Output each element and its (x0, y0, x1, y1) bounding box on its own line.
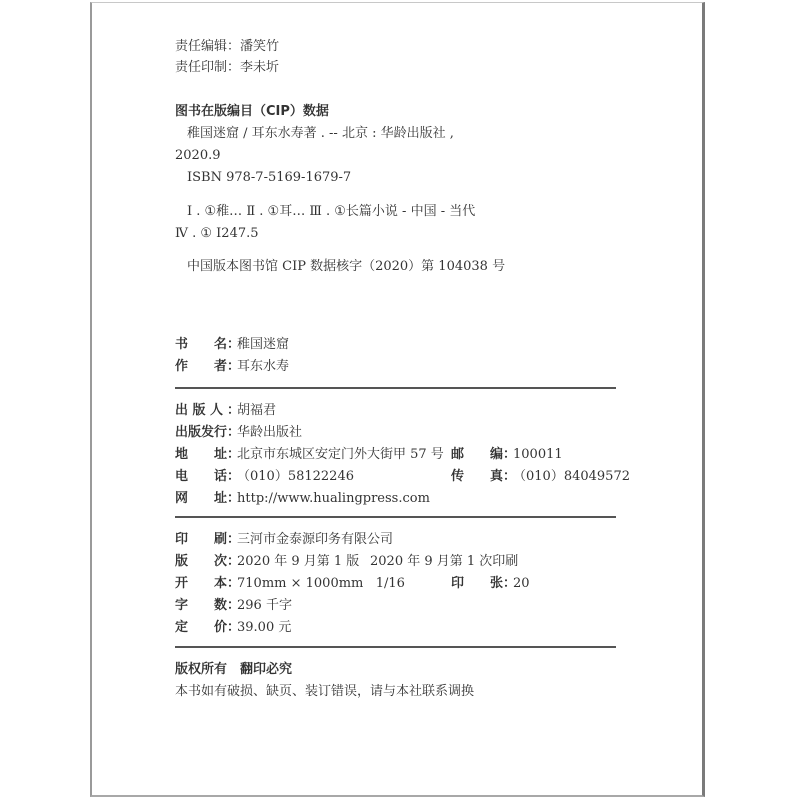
responsible-editor-label: 责任编辑： (175, 39, 241, 54)
phone-row: 电 话 ： （010）58122246 (175, 469, 354, 484)
sheets-row: 印 张 ： 20 (451, 576, 530, 591)
phone-value: （010）58122246 (237, 469, 354, 484)
edition-label: 版 次 (175, 554, 227, 569)
address-row: 地 址 ： 北京市东城区安定门外大街甲 57 号 (175, 447, 444, 462)
cip-classification-2: Ⅳ . ① I247.5 (175, 226, 259, 241)
cip-line-1: 稚国迷窟 / 耳东水寿著 . -- 北京 : 华龄出版社 , (187, 126, 454, 141)
publisher-person-label: 出 版 人 (175, 403, 224, 418)
distributor-label: 出版发行 (175, 425, 228, 440)
fax-label: 传 真 (451, 469, 503, 484)
postcode-value: 100011 (513, 447, 563, 462)
defects-notice: 本书如有破损、缺页、装订错误，请与本社联系调换 (175, 684, 475, 699)
book-title-row: 书 名 ： 稚国迷窟 (175, 337, 290, 352)
publisher-person-row: 出 版 人 ： 胡福君 (175, 403, 277, 418)
cip-classification-1: Ⅰ . ①稚… Ⅱ . ①耳… Ⅲ . ①长篇小说 - 中国 - 当代 (187, 204, 476, 219)
wordcount-row: 字 数 ： 296 千字 (175, 598, 292, 613)
price-label: 定 价 (175, 620, 227, 635)
website-row: 网 址 ： http://www.hualingpress.com (175, 491, 430, 506)
edition-value: 2020 年 9 月第 1 版 (237, 554, 360, 569)
cip-heading: 图书在版编目（CIP）数据 (175, 104, 329, 119)
phone-label: 电 话 (175, 469, 227, 484)
sheets-label: 印 张 (451, 576, 503, 591)
printer-label: 印 刷 (175, 532, 227, 547)
divider-2 (175, 516, 616, 518)
cip-isbn: ISBN 978-7-5169-1679-7 (187, 170, 352, 185)
book-title-label: 书 名 (175, 337, 227, 352)
cip-record: 中国版本图书馆 CIP 数据核字（2020）第 104038 号 (187, 259, 506, 274)
wordcount-value: 296 千字 (237, 598, 292, 613)
book-author-value: 耳东水寿 (237, 359, 290, 374)
responsible-printing (175, 60, 279, 76)
website-link[interactable]: http://www.hualingpress.com (237, 491, 430, 506)
wordcount-label: 字 数 (175, 598, 227, 613)
address-label: 地 址 (175, 447, 227, 462)
responsible-printing-value: 李未圻 (240, 60, 280, 75)
format-value: 710mm × 1000mm 1/16 (237, 576, 405, 591)
fax-value: （010）84049572 (513, 469, 630, 484)
responsible-editor (175, 39, 279, 55)
website-label: 网 址 (175, 491, 227, 506)
sheets-value: 20 (513, 576, 530, 591)
publisher-person-value: 胡福君 (237, 403, 277, 418)
printer-value: 三河市金泰源印务有限公司 (237, 532, 394, 547)
format-row: 开 本 ： 710mm × 1000mm 1/16 (175, 576, 405, 591)
printer-row: 印 刷 ： 三河市金泰源印务有限公司 (175, 532, 394, 547)
price-value: 39.00 元 (237, 620, 292, 635)
responsible-printing-label: 责任印制： (175, 60, 241, 75)
cip-line-2: 2020.9 (175, 148, 221, 163)
impression-value: 2020 年 9 月第 1 次印刷 (370, 554, 519, 569)
address-value: 北京市东城区安定门外大街甲 57 号 (237, 447, 444, 462)
book-author-row: 作 者 ： 耳东水寿 (175, 359, 290, 374)
copyright-notice: 版权所有 翻印必究 (175, 662, 293, 677)
edition-row: 版 次 ： 2020 年 9 月第 1 版 (175, 554, 360, 569)
postcode-label: 邮 编 (451, 447, 503, 462)
fax-row: 传 真 ： （010）84049572 (451, 469, 630, 484)
divider-1 (175, 387, 616, 389)
divider-3 (175, 646, 616, 648)
distributor-value: 华龄出版社 (237, 425, 303, 440)
price-row: 定 价 ： 39.00 元 (175, 620, 292, 635)
book-title-value: 稚国迷窟 (237, 337, 290, 352)
postcode-row: 邮 编 ： 100011 (451, 447, 563, 462)
distributor-row: 出版发行 ： 华龄出版社 (175, 425, 303, 440)
format-label: 开 本 (175, 576, 227, 591)
responsible-editor-value: 潘笑竹 (240, 39, 280, 54)
book-author-label: 作 者 (175, 359, 227, 374)
